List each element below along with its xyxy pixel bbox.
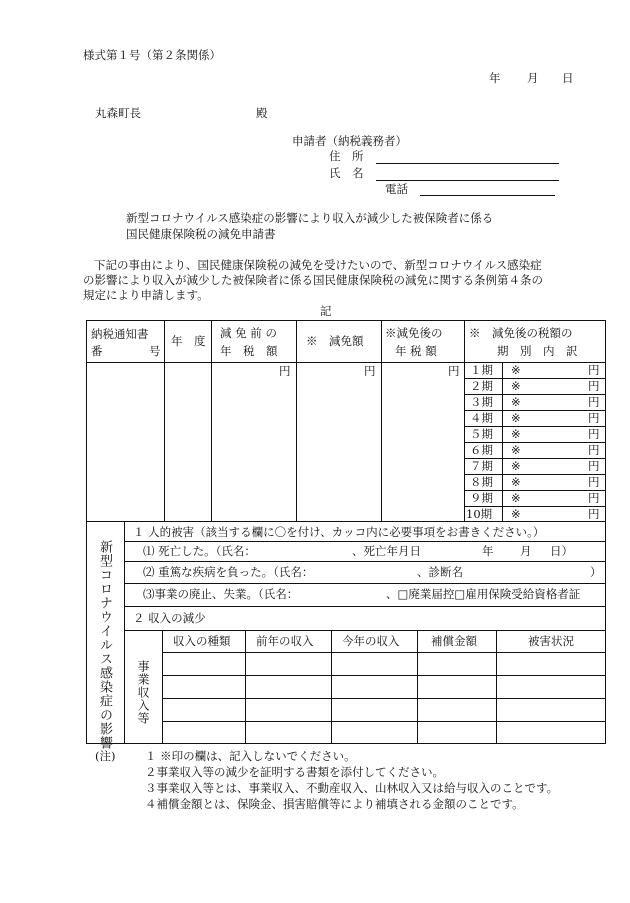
- date-month-label: 月: [527, 71, 539, 85]
- header-notice-number-1: 納税通知書: [91, 327, 149, 341]
- death-row-label: ⑴ 死亡した。（氏名：: [143, 544, 256, 558]
- note-item: １ ※印の欄は、記入しないでください。: [145, 749, 356, 763]
- period-mark: ※: [511, 475, 521, 489]
- ki-label: 記: [320, 304, 332, 318]
- period-yen: 円: [588, 443, 600, 457]
- address-label: 住 所: [329, 149, 364, 163]
- income-header-type: 収入の種類: [173, 634, 231, 648]
- divider: [162, 721, 606, 722]
- period-mark: ※: [511, 427, 521, 441]
- form-number: 様式第１号（第２条関係）: [83, 48, 221, 62]
- divider: [211, 320, 212, 521]
- title-line-2: 国民健康保険税の減免申請書: [126, 227, 276, 241]
- period-label: ６期: [470, 443, 493, 457]
- period-label: ７期: [470, 459, 493, 473]
- header-after-2: 年 税 額: [395, 344, 437, 358]
- income-header-damage-status: 被害状況: [528, 634, 574, 648]
- period-yen: 円: [588, 459, 600, 473]
- divider: [162, 675, 606, 676]
- period-mark: ※: [511, 411, 521, 425]
- period-label: ２期: [470, 379, 493, 393]
- body-line-3: 規定により申請します。: [83, 288, 209, 302]
- personal-damage-heading: １ 人的被害（該当する欄に〇を付け、カッコ内に必要事項をお書きください。）: [133, 525, 545, 539]
- phone-field[interactable]: [420, 195, 555, 196]
- period-mark: ※: [511, 507, 521, 521]
- income-decrease-heading: ２ 収入の減少: [133, 611, 206, 625]
- impact-side-label: 新型コロナウイルス感染症の影響: [97, 540, 112, 750]
- diagnosis-label: 、診断名: [417, 565, 463, 579]
- divider: [124, 541, 606, 542]
- body-line-2: の影響により収入が減少した被保険者に係る国民健康保険税の減免に関する条例第４条の: [83, 273, 543, 287]
- divider: [164, 320, 165, 521]
- death-year-label: 年: [482, 544, 494, 558]
- header-before-2: 年 税 額: [220, 344, 278, 358]
- period-yen: 円: [588, 363, 600, 377]
- death-month-label: 月: [520, 544, 532, 558]
- period-yen: 円: [588, 395, 600, 409]
- header-breakdown-1: ※ 減免後の税額の: [469, 326, 573, 340]
- applicant-label: 申請者（納税義務者）: [292, 134, 407, 148]
- period-label: ３期: [470, 395, 493, 409]
- period-label: １期: [470, 363, 493, 377]
- business-income-label: 事業収入等: [136, 660, 150, 725]
- period-mark: ※: [511, 395, 521, 409]
- income-header-last-year: 前年の収入: [256, 634, 314, 648]
- income-header-compensation: 補償金額: [431, 634, 477, 648]
- death-day-label: 日）: [550, 544, 573, 558]
- divider: [162, 698, 606, 699]
- divider: [124, 521, 125, 744]
- period-yen: 円: [588, 475, 600, 489]
- divider: [124, 583, 606, 584]
- period-mark: ※: [511, 491, 521, 505]
- yen-reduction: 円: [364, 364, 376, 378]
- header-notice-number-2b: 号: [149, 344, 161, 358]
- addressee: 丸森町長: [95, 106, 141, 120]
- period-yen: 円: [588, 427, 600, 441]
- divider: [162, 630, 163, 744]
- honorific: 殿: [256, 106, 268, 120]
- header-reduction: ※ 減免額: [306, 334, 364, 348]
- header-after-1: ※減免後の: [385, 326, 443, 340]
- illness-close-paren: ）: [590, 565, 602, 579]
- period-yen: 円: [588, 411, 600, 425]
- name-field[interactable]: [376, 180, 559, 181]
- divider: [296, 320, 297, 521]
- divider: [496, 630, 497, 744]
- address-field[interactable]: [376, 163, 559, 164]
- header-fiscal-year: 年 度: [171, 334, 206, 348]
- title-line-1: 新型コロナウイルス感染症の影響により収入が減少した被保険者に係る: [126, 211, 494, 225]
- body-line-1: 下記の事由により、国民健康保険税の減免を受けたいので、新型コロナウイルス感染症: [94, 258, 542, 272]
- illness-row-label: ⑵ 重篤な疾病を負った。（氏名：: [143, 565, 314, 579]
- period-yen: 円: [588, 491, 600, 505]
- note-item: ２事業収入等の減少を証明する書類を添付してください。: [145, 765, 444, 779]
- header-notice-number-2a: 番: [91, 344, 103, 358]
- death-date-label: 、死亡年月日: [352, 544, 421, 558]
- closure-documents-label: 、□廃業届控□雇用保険受給資格者証: [386, 587, 581, 601]
- notes-label: (注): [95, 749, 116, 763]
- divider: [162, 652, 606, 653]
- period-mark: ※: [511, 363, 521, 377]
- period-label: ８期: [470, 475, 493, 489]
- divider: [86, 521, 606, 522]
- period-yen: 円: [588, 379, 600, 393]
- divider: [124, 630, 606, 631]
- yen-after: 円: [448, 364, 460, 378]
- business-closure-row-label: ⑶事業の廃止、失業。（氏名：: [143, 587, 299, 601]
- divider: [86, 362, 606, 363]
- divider: [331, 630, 332, 744]
- period-mark: ※: [511, 459, 521, 473]
- date-year-label: 年: [489, 71, 501, 85]
- period-mark: ※: [511, 379, 521, 393]
- note-item: ４補償金額とは、保険金、損害賠償等により補填される金額のことです。: [145, 797, 524, 811]
- period-label: ４期: [470, 411, 493, 425]
- income-header-this-year: 今年の収入: [342, 634, 400, 648]
- divider: [381, 320, 382, 521]
- period-label: ５期: [470, 427, 493, 441]
- period-label: 10期: [466, 507, 493, 521]
- divider: [124, 561, 606, 562]
- yen-before: 円: [279, 364, 291, 378]
- period-yen: 円: [588, 507, 600, 521]
- name-label: 氏 名: [329, 166, 364, 180]
- header-breakdown-2: 期 別 内 訳: [497, 344, 578, 358]
- divider: [124, 606, 606, 607]
- note-item: ３事業収入等とは、事業収入、不動産収入、山林収入又は給与収入のことです。: [145, 781, 559, 795]
- divider: [245, 630, 246, 744]
- period-label: ９期: [470, 491, 493, 505]
- period-mark: ※: [511, 443, 521, 457]
- date-day-label: 日: [562, 71, 574, 85]
- header-before-1: 減 免 前 の: [220, 326, 277, 340]
- phone-label: 電話: [385, 182, 408, 196]
- divider: [417, 630, 418, 744]
